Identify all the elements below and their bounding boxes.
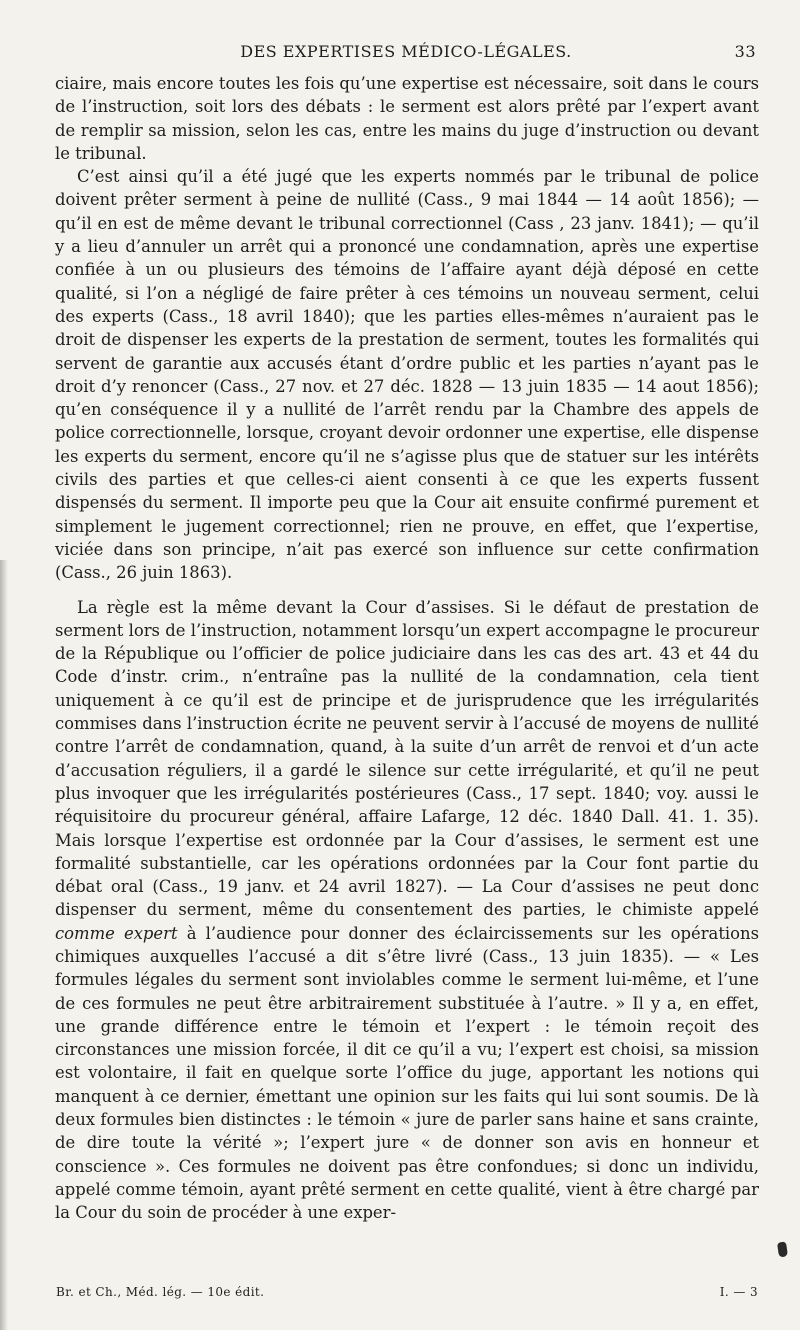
body-text [55,72,759,1225]
paragraph-cour-assises [55,596,759,1225]
italic-comme-expert: comme expert [55,923,178,943]
ink-blot [777,1241,788,1257]
footer-signature: Br. et Ch., Méd. lég. — 10e édit. [56,1285,265,1299]
footer-sheet-mark: I. — 3 [719,1285,758,1299]
running-title: DES EXPERTISES MÉDICO-LÉGALES. [240,42,572,61]
paragraph-cour-assises-part-2: à l’audience pour donner des éclaircissements sur les opérations chimiques auxquelles l’accusé a dit s’être livré (Cass., 13 juin 1835). — « Les formules légales du serment sont inviolables comme le serment lui-même, et l’une de ces formules ne peut être arbitrairement substituée à l’autre. » Il y a, en effet, une grande différence entre le témoin et l’expert : le témoin reçoit des circonstances une mission forcée, il dit ce qu’il a vu; l’expert est choisi, sa mission est volontaire, il fait en quelque sorte l’office du juge, apportant les notions qui manquent à ce dernier, émettant une opinion sur les faits qui lui sont soumis. De là deux formules bien distinctes : le témoin « jure de parler sans haine et sans crainte, de dire toute la vérité »; l’expert jure « de donner son avis en honneur et conscience ». Ces formules ne doivent pas être confondues; si donc un individu, appelé comme témoin, ayant prêté serment en cette qualité, vient à être chargé par la Cour du soin de procéder à une exper- [55,923,759,1223]
running-head [56,42,756,66]
paragraph-jurisprudence: C’est ainsi qu’il a été jugé que les experts nommés par le tribunal de police doivent prêter serment à peine de nullité (Cass., 9 mai 1844 — 14 août 1856); — qu’il en est de même devant le tribunal correctionnel (Cass , 23 janv. 1841); — qu’il y a lieu d’annuler un arrêt qui a prononcé une condamnation, après une expertise confiée à un ou plusieurs des témoins de l’affaire ayant déjà déposé en cette qualité, si l’on a négligé de faire prêter à ces témoins un nouveau serment, celui des experts (Cass., 18 avril 1840); que les parties elles-mêmes n’auraient pas le droit de dispenser les experts de la prestation de serment, toutes les formalités qui servent de garantie aux accusés étant d’ordre public et les parties n’ayant pas le droit d’y renoncer (Cass., 27 nov. et 27 déc. 1828 — 13 juin 1835 — 14 aout 1856); qu’en conséquence il y a nullité de l’arrêt rendu par la Chambre des appels de police correctionnelle, lorsque, croyant devoir ordonner une expertise, elle dispense les experts du serment, encore qu’il ne s’agisse plus que de statuer sur les intérêts civils des parties et que celles-ci aient consenti à ce que les experts fussent dispensés du serment. Il importe peu que la Cour ait ensuite confirmé purement et simplement le jugement correctionnel; rien ne prouve, en effet, que l’expertise, viciée dans son principe, n’ait pas exercé son influence sur cette confirmation (Cass., 26 juin 1863). [55,167,759,583]
page-number: 33 [734,42,756,61]
binding-shadow [0,560,8,1330]
paragraph-cour-assises-part-1: La règle est la même devant la Cour d’assises. Si le défaut de prestation de serment lors de l’instruction, notamment lorsqu’un expert accompagne le procureur de la République ou l’officier de police judiciaire dans les cas des art. 43 et 44 du Code d’instr. crim., n’entraîne pas la nullité de la condamnation, cela tient uniquement à ce qu’il est de principe et de jurisprudence que les irrégularités commises dans l’instruction écrite ne peuvent servir à l’accusé de moyens de nullité contre l’arrêt de condamnation, quand, à la suite d’un arrêt de renvoi et d’un acte d’accusation réguliers, il a gardé le silence sur cette irrégularité, et qu’il ne peut plus invoquer que les irrégularités postérieures (Cass., 17 sept. 1840; voy. aussi le réquisitoire du procureur général, affaire Lafarge, 12 déc. 1840 Dall. 41. 1. 35). Mais lorsque l’expertise est ordonnée par la Cour d’assises, le serment est une formalité substantielle, car les opérations ordonnées par la Cour font partie du débat oral (Cass., 19 janv. et 24 avril 1827). — La Cour d’assises ne peut donc dispenser du serment, même du consentement des parties, le chimiste appelé [55,597,759,920]
paragraph-continuation: ciaire, mais encore toutes les fois qu’une expertise est nécessaire, soit dans le cours de l’instruction, soit lors des débats : le serment est alors prêté par l’expert avant de remplir sa mission, selon les cas, entre les mains du juge d’instruction ou devant le tribunal. [55,74,759,163]
page-footer [56,1285,758,1303]
